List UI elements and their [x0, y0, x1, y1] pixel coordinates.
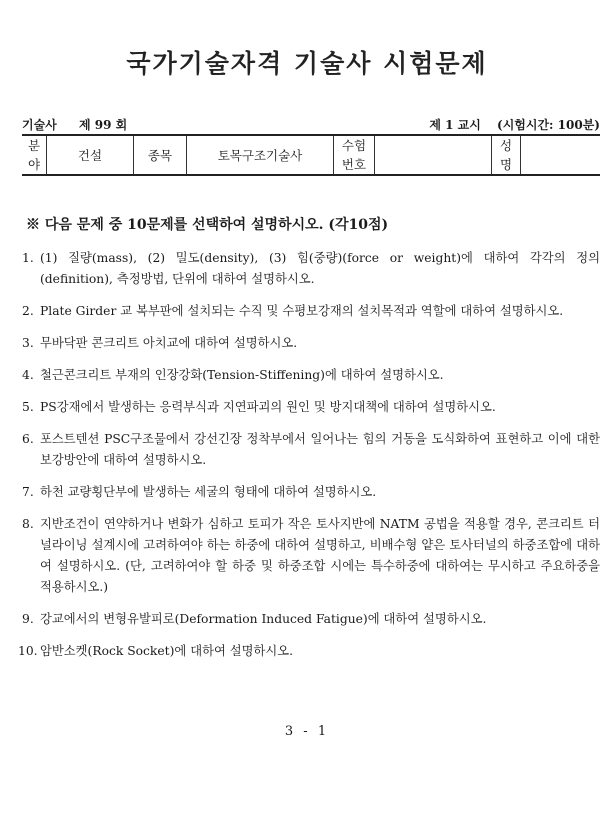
question-number: 5. [22, 400, 34, 414]
type-label: 종목 [134, 135, 187, 175]
exam-session: 제 1 교시 [429, 118, 481, 132]
page-number: 3 - 1 [284, 724, 330, 739]
question-text: 하천 교량횡단부에 발생하는 세굴의 형태에 대하여 설명하시오. [40, 485, 377, 499]
exam-round: 제 99 회 [78, 118, 128, 132]
info-table-row [22, 135, 600, 175]
question-text: 암반소켓(Rock Socket)에 대하여 설명하시오. [40, 644, 294, 658]
exam-meta-right [417, 116, 600, 133]
question-item [22, 248, 600, 290]
question-number: 2. [22, 304, 34, 318]
question-number: 8. [22, 517, 34, 531]
question-item [22, 301, 600, 322]
question-number: 4. [22, 368, 34, 382]
name-label: 성 명 [492, 135, 521, 175]
question-text: 강교에서의 변형유발피로(Deformation Induced Fatigue)에 대하여 설명하시오. [40, 612, 487, 626]
instructions-heading: ※ 다음 문제 중 10문제를 선택하여 설명하시오. (각10점) [26, 217, 389, 233]
question-item [22, 609, 600, 630]
question-list [18, 248, 600, 673]
question-number: 6. [22, 432, 34, 446]
question-text: PS강재에서 발생하는 응력부식과 지연파괴의 원인 및 방지대책에 대하여 설명하시오. [40, 400, 496, 414]
question-item [22, 397, 600, 418]
name-value-field[interactable] [521, 135, 601, 175]
question-number: 7. [22, 485, 34, 499]
exam-time: (시험시간: 100분) [497, 118, 600, 132]
exam-info-table [22, 134, 600, 176]
id-label: 수험 번호 [334, 135, 375, 175]
question-number: 1. [22, 251, 34, 265]
question-item [22, 429, 600, 471]
id-value-field[interactable] [375, 135, 492, 175]
exam-title: 국가기술자격 기술사 시험문제 [126, 49, 488, 78]
question-text: (1) 질량(mass), (2) 밀도(density), (3) 힘(중량)(force or weight)에 대하여 각각의 정의(definition), 측정방법, 단위에 대하여 설명하시오. [40, 251, 600, 286]
question-text: 철근콘크리트 부재의 인장강화(Tension-Stiffening)에 대하여 설명하시오. [40, 368, 444, 382]
question-number: 9. [22, 612, 34, 626]
exam-meta-row [22, 116, 600, 132]
question-item [22, 514, 600, 598]
question-text: 지반조건이 연약하거나 변화가 심하고 토피가 작은 토사지반에 NATM 공법을 적용할 경우, 콘크리트 터널라이닝 설계시에 고려하여야 하는 하중에 대하여 설명하고, 비배수형 얕은 토사터널의 하중조합에 대하여 설명하시오. (단, 고려하여야 할 하중 및 하중조합 시에는 특수하중에 대하여는 무시하고 주요하중을 적용하시오.) [40, 517, 600, 594]
question-text: 포스트텐션 PSC구조물에서 강선긴장 정착부에서 일어나는 힘의 거동을 도식화하여 표현하고 이에 대한 보강방안에 대하여 설명하시오. [40, 432, 600, 467]
question-number: 3. [22, 336, 34, 350]
exam-meta-left [22, 116, 145, 133]
question-item [22, 482, 600, 503]
type-value: 토목구조기술사 [187, 135, 334, 175]
field-value: 건설 [47, 135, 134, 175]
question-item [22, 333, 600, 354]
question-number: 10. [18, 644, 38, 658]
question-text: 무바닥판 콘크리트 아치교에 대하여 설명하시오. [40, 336, 298, 350]
question-text: Plate Girder 교 복부판에 설치되는 수직 및 수평보강재의 설치목적과 역할에 대하여 설명하시오. [40, 304, 564, 318]
question-item [18, 641, 600, 662]
field-label: 분 야 [22, 135, 47, 175]
question-item [22, 365, 600, 386]
exam-category: 기술사 [22, 118, 57, 132]
